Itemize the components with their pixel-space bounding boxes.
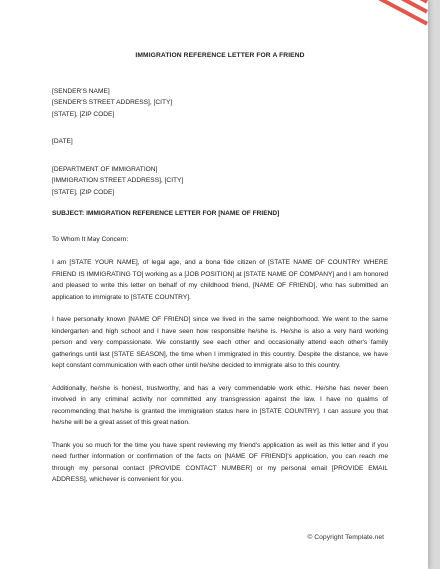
recipient-address	[52, 164, 388, 199]
paragraph: I have personally known [NAME OF FRIEND] since we lived in the same neighborhood. We went to the same kindergarten and high school and I have seen how responsible he/she is. He/she is also a very hard working person and very compassionate. We constantly see each other and occasionally attend each other's family gatherings until last [STATE SEASON], the time when I immigrated in this country. Despite the distance, we have kept constant communication with each other until he/she decided to immigrate also to this country.	[52, 316, 388, 369]
paragraph: Thank you so much for the time you have spent reviewing my friend's application as well as this letter and if you need further information or confirmation of the facts on [NAME OF FRIEND]'s application, you can reach me through my personal contact [PROVIDE CONTACT NUMBER] or my personal email [PROVIDE EMAIL ADDRESS], whichever is convenient for you.	[52, 441, 388, 483]
sender-state-zip: [STATE], [ZIP CODE]	[52, 110, 115, 118]
corner-stripe	[400, 0, 428, 4]
paragraph: Additionally, he/she is honest, trustworthy, and has a very commendable work ethic. He/she has never been involved in any criminal activity nor committed any transgression against the law. I have no qualms of recommending that he/she is granted the immigration status here in [STATE COUNTRY]. I can assure you that he/she will be a great asset of this great nation.	[52, 384, 388, 426]
sender-name: [SENDER'S NAME]	[52, 87, 110, 95]
sender-street: [SENDER'S STREET ADDRESS], [CITY]	[52, 99, 173, 106]
corner-stripe	[375, 0, 428, 14]
copyright-footer: © Copyright Template.net	[307, 534, 384, 541]
letter-date: [DATE]	[52, 138, 73, 145]
paragraph: I am [STATE YOUR NAME], of legal age, and a bona fide citizen of [STATE NAME OF COUNTRY WHERE FRIEND IS IMMIGRATING TO] working as a [JOB POSITION] at [STATE NAME OF COMPANY] and I am honored and pleased to write this letter on behalf of my childhood friend, [NAME OF FRIEND], who has submitted an application to immigrate to [STATE COUNTRY].	[52, 259, 388, 301]
recipient-dept: [DEPARTMENT OF IMMIGRATION]	[52, 165, 158, 173]
document-title: IMMIGRATION REFERENCE LETTER FOR A FRIEND	[135, 52, 305, 59]
letter-subject: SUBJECT: IMMIGRATION REFERENCE LETTER FOR [NAME OF FRIEND]	[52, 210, 280, 217]
letter-body	[52, 50, 388, 497]
date-block	[52, 136, 388, 148]
recipient-state-zip: [STATE], [ZIP CODE]	[52, 188, 115, 196]
corner-stripe	[352, 0, 428, 26]
sender-address	[52, 86, 388, 121]
corner-decoration	[322, 0, 428, 40]
salutation: To Whom It May Concern:	[52, 235, 129, 243]
recipient-street: [IMMIGRATION STREET ADDRESS], [CITY]	[52, 177, 184, 184]
